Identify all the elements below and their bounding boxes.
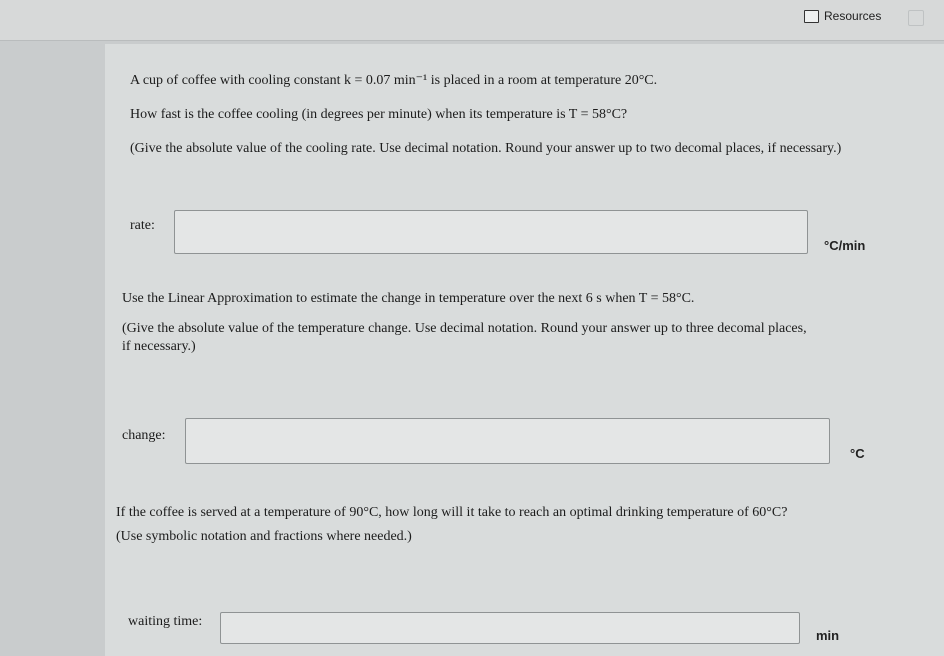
change-input[interactable] [185, 418, 830, 464]
rate-unit: °C/min [824, 238, 866, 253]
part3-instructions: (Use symbolic notation and fractions where needed.) [116, 529, 412, 544]
question-panel [105, 44, 944, 656]
toolbar-icon[interactable] [908, 10, 924, 26]
resources-label: Resources [824, 9, 882, 23]
change-label: change: [122, 428, 166, 443]
waiting-time-unit: min [816, 628, 840, 643]
part2-prompt: Use the Linear Approximation to estimate the change in temperature over the next 6 s when T = 58°C. [122, 291, 695, 306]
resources-button[interactable] [804, 6, 881, 26]
part2-instructions: (Give the absolute value of the temperature change. Use decimal notation. Round your answer up to three decomal places, [122, 321, 807, 336]
folder-icon [804, 10, 819, 23]
part1-instructions: (Give the absolute value of the cooling rate. Use decimal notation. Round your answer up to two decomal places, if necessary.) [130, 141, 842, 156]
rate-input[interactable] [174, 210, 808, 254]
change-unit: °C [850, 446, 865, 461]
part1-question: How fast is the coffee cooling (in degrees per minute) when its temperature is T = 58°C? [130, 107, 628, 122]
part2-instructions-cont: if necessary.) [122, 339, 196, 354]
rate-label: rate: [130, 218, 155, 233]
top-bar [0, 0, 944, 41]
part3-question: If the coffee is served at a temperature of 90°C, how long will it take to reach an optimal drinking temperature of 60°C? [116, 505, 788, 520]
waiting-time-label: waiting time: [128, 614, 203, 629]
part1-prompt: A cup of coffee with cooling constant k = 0.07 min⁻¹ is placed in a room at temperature 20°C. [130, 73, 658, 88]
waiting-time-input[interactable] [220, 612, 800, 644]
